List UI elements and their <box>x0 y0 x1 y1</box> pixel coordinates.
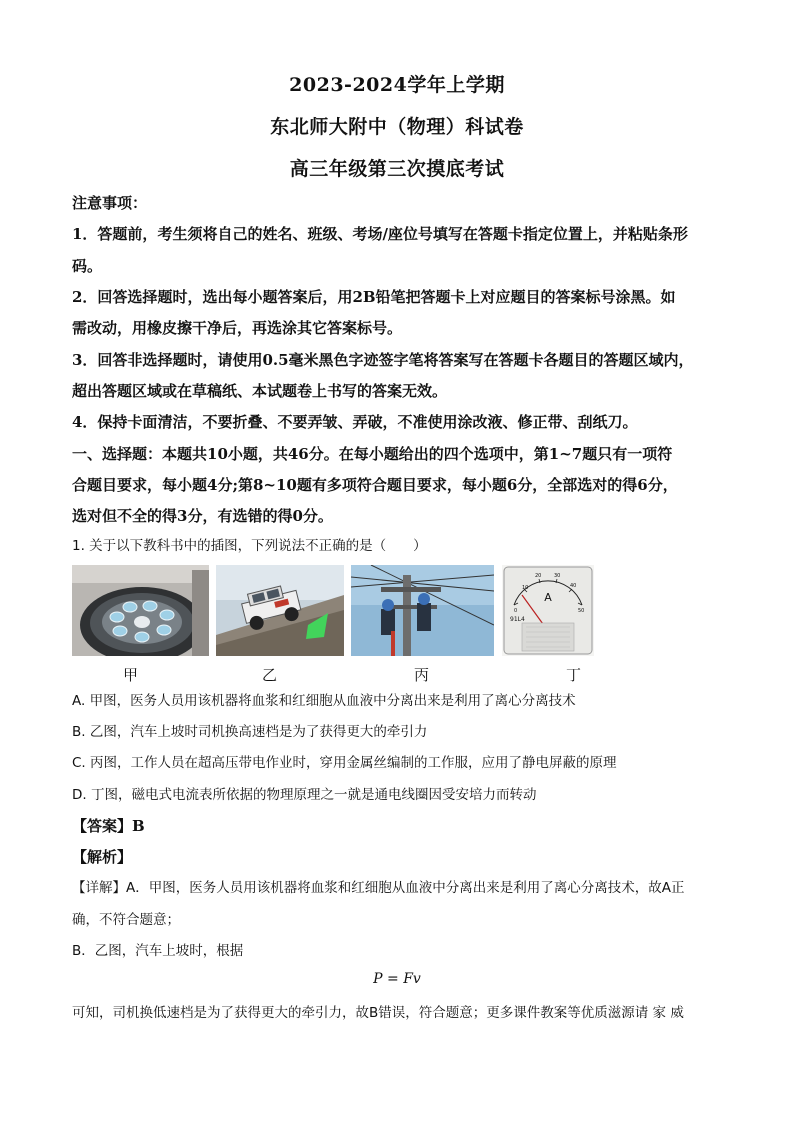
notice-line: 码。 <box>72 257 103 275</box>
notice-line: 3．回答非选择题时，请使用0.5毫米黑色字迹签字笔将答案写在答题卡各题目的答题区域内， <box>72 351 694 369</box>
notice-line: 需改动，用橡皮擦干净后，再选涂其它答案标号。 <box>72 319 403 337</box>
answer-label: 【答案】B <box>72 817 145 835</box>
analysis-label: 【解析】 <box>72 848 133 866</box>
jeep-on-slope-image <box>216 565 344 656</box>
power-formula: P = Fv <box>373 971 421 987</box>
ammeter-tag: 91L4 <box>510 616 525 623</box>
exam-year-title: 2023-2024学年上学期 <box>289 74 505 96</box>
ammeter-scale-label: 10 <box>522 585 529 591</box>
ammeter-scale-label: 20 <box>535 573 542 579</box>
detail-line: 【详解】A．甲图，医务人员用该机器将血浆和红细胞从血液中分离出来是利用了离心分离技术，故A正 <box>72 880 685 896</box>
notice-line: 超出答题区域或在草稿纸、本试题卷上书写的答案无效。 <box>72 382 448 400</box>
ammeter-scale-label: 40 <box>570 583 577 589</box>
caption-yi: 乙 <box>262 666 278 684</box>
ammeter-scale-label: 50 <box>578 608 585 614</box>
notice-line: 2．回答选择题时，选出每小题答案后，用2B铅笔把答题卡上对应题目的答案标号涂黑。如 <box>72 288 676 306</box>
caption-bing: 丙 <box>414 666 430 684</box>
notice-line: 1．答题前，考生须将自己的姓名、班级、考场/座位号填写在答题卡指定位置上，并粘贴条形 <box>72 225 688 243</box>
centrifuge-image <box>72 565 209 656</box>
caption-jia: 甲 <box>123 666 139 684</box>
option-d: D. 丁图，磁电式电流表所依据的物理原理之一就是通电线圈因受安培力而转动 <box>72 787 537 803</box>
option-b: B. 乙图，汽车上坡时司机换高速档是为了获得更大的牵引力 <box>72 724 428 740</box>
detail-line: B．乙图，汽车上坡时，根据 <box>72 943 244 959</box>
power-line-workers-image <box>351 565 494 656</box>
ammeter-unit: A <box>544 591 552 604</box>
ammeter-scale-label: 30 <box>554 573 561 579</box>
section-instruction: 选对但不全的得3分，有选错的得0分。 <box>72 507 333 525</box>
detail-last-line: 可知，司机换低速档是为了获得更大的牵引力，故B错误，符合题意；更多课件教案等优质滋源请 家 威 <box>72 1005 684 1021</box>
detail-line: 确，不符合题意； <box>72 912 180 928</box>
section-instruction: 合题目要求，每小题4分;第8~10题有多项符合题目要求，每小题6分，全部选对的得6分， <box>72 476 678 494</box>
ammeter-scale-label: 0 <box>514 608 518 614</box>
option-c: C. 丙图，工作人员在超高压带电作业时，穿用金属丝编制的工作服，应用了静电屏蔽的原理 <box>72 755 617 771</box>
caption-ding: 丁 <box>566 666 582 684</box>
option-a: A. 甲图，医务人员用该机器将血浆和红细胞从血液中分离出来是利用了离心分离技术 <box>72 693 576 709</box>
section-instruction: 一、选择题：本题共10小题，共46分。在每小题给出的四个选项中，第1~7题只有一项符 <box>72 445 673 463</box>
ammeter-image <box>502 565 594 656</box>
exam-school-title: 东北师大附中（物理）科试卷 <box>270 116 524 138</box>
exam-name-title: 高三年级第三次摸底考试 <box>289 158 505 180</box>
notice-heading: 注意事项： <box>72 194 148 212</box>
notice-line: 4．保持卡面清洁，不要折叠、不要弄皱、弄破，不准使用涂改液、修正带、刮纸刀。 <box>72 413 638 431</box>
question-stem: 1. 关于以下教科书中的插图，下列说法不正确的是（ ） <box>72 538 427 554</box>
